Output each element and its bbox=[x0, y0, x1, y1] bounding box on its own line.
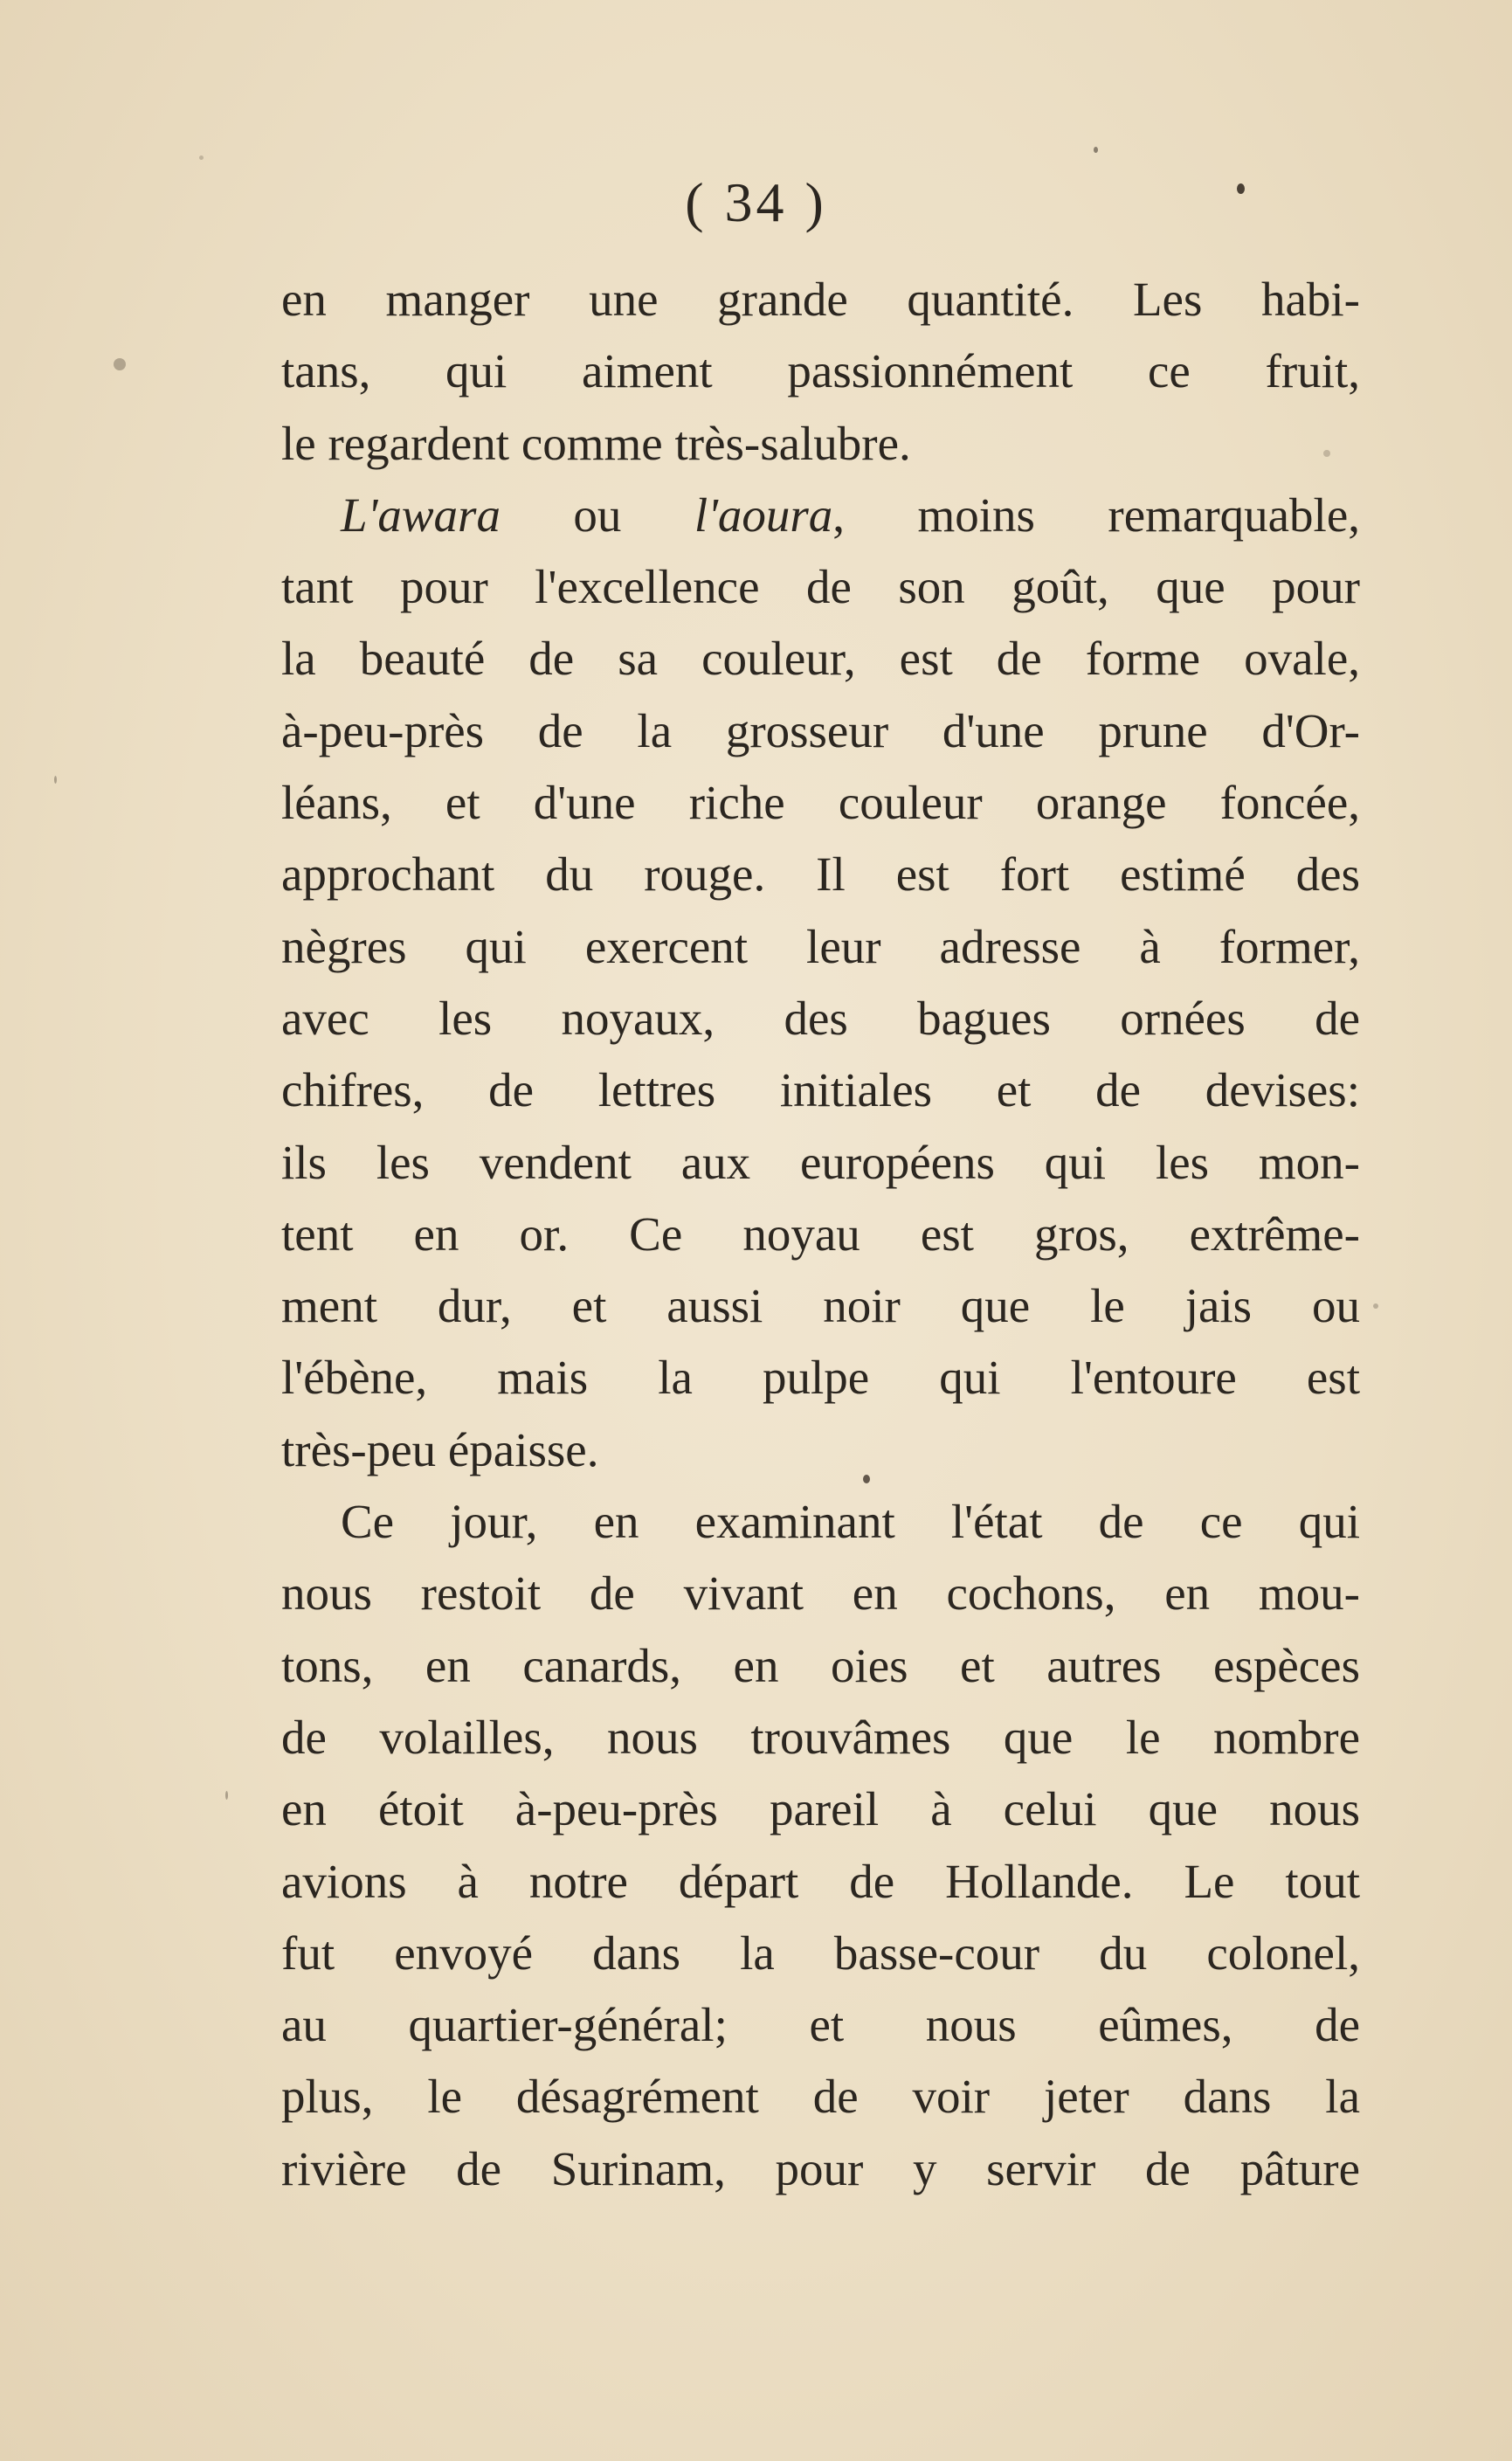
text-line: nous restoit de vivant en cochons, en mou- bbox=[281, 1566, 1360, 1621]
text-line: tant pour l'excellence de son goût, que pour bbox=[281, 560, 1360, 614]
paper-speck bbox=[54, 776, 57, 784]
conjunction: ou bbox=[500, 487, 694, 542]
paper-speck bbox=[863, 1475, 870, 1483]
page-number: ( 34 ) bbox=[685, 171, 827, 233]
text-line: à-peu-près de la grosseur d'une prune d'Or- bbox=[281, 703, 1360, 757]
italic-term-aoura: l'aoura bbox=[694, 487, 833, 542]
text-line: très-peu épaisse. bbox=[281, 1422, 599, 1476]
text-line bbox=[281, 480, 1360, 551]
text-line: en manger une grande quantité. Les habi- bbox=[281, 273, 1360, 326]
text-line: ment dur, et aussi noir que le jais ou bbox=[281, 1279, 1360, 1333]
paper-speck bbox=[114, 358, 126, 370]
paper-speck bbox=[1323, 450, 1330, 457]
text-line: tons, en canards, en oies et autres espèces bbox=[281, 1638, 1360, 1692]
text-line: tans, qui aiment passionnément ce fruit, bbox=[281, 344, 1360, 398]
text-line: chifres, de lettres initiales et de devises: bbox=[281, 1063, 1360, 1117]
paper-speck bbox=[1237, 183, 1245, 194]
text-line: le regardent comme très-salubre. bbox=[281, 416, 911, 470]
text-line: approchant du rouge. Il est fort estimé des bbox=[281, 847, 1360, 902]
body-text bbox=[281, 264, 1360, 2205]
paper-speck bbox=[225, 1791, 228, 1800]
text-line: avec les noyaux, des bagues ornées de bbox=[281, 991, 1360, 1045]
text-line: avions à notre départ de Hollande. Le tout bbox=[281, 1854, 1360, 1908]
text-line: ils les vendent aux européens qui les mon- bbox=[281, 1135, 1360, 1189]
line-remainder: , moins remarquable, bbox=[832, 487, 1360, 542]
italic-term-awara: L'awara bbox=[341, 487, 501, 542]
text-line: Ce jour, en examinant l'état de ce qui bbox=[341, 1495, 1360, 1549]
paper-speck bbox=[1373, 1303, 1378, 1309]
text-line: la beauté de sa couleur, est de forme ovale, bbox=[281, 632, 1360, 686]
text-line: nègres qui exercent leur adresse à former, bbox=[281, 919, 1360, 973]
text-line: tent en or. Ce noyau est gros, extrême- bbox=[281, 1206, 1360, 1261]
text-line: rivière de Surinam, pour y servir de pâture bbox=[281, 2141, 1360, 2195]
text-line: fut envoyé dans la basse-cour du colonel, bbox=[281, 1925, 1360, 1980]
text-line: l'ébène, mais la pulpe qui l'entoure est bbox=[281, 1351, 1360, 1405]
paper-speck bbox=[1094, 147, 1098, 153]
paper-speck bbox=[199, 156, 204, 160]
text-line: léans, et d'une riche couleur orange foncée, bbox=[281, 776, 1360, 830]
text-line: au quartier-général; et nous eûmes, de bbox=[281, 1998, 1360, 2052]
text-line: en étoit à-peu-près pareil à celui que nous bbox=[281, 1782, 1360, 1836]
text-line: de volailles, nous trouvâmes que le nombre bbox=[281, 1710, 1360, 1764]
text-line: plus, le désagrément de voir jeter dans la bbox=[281, 2070, 1360, 2124]
